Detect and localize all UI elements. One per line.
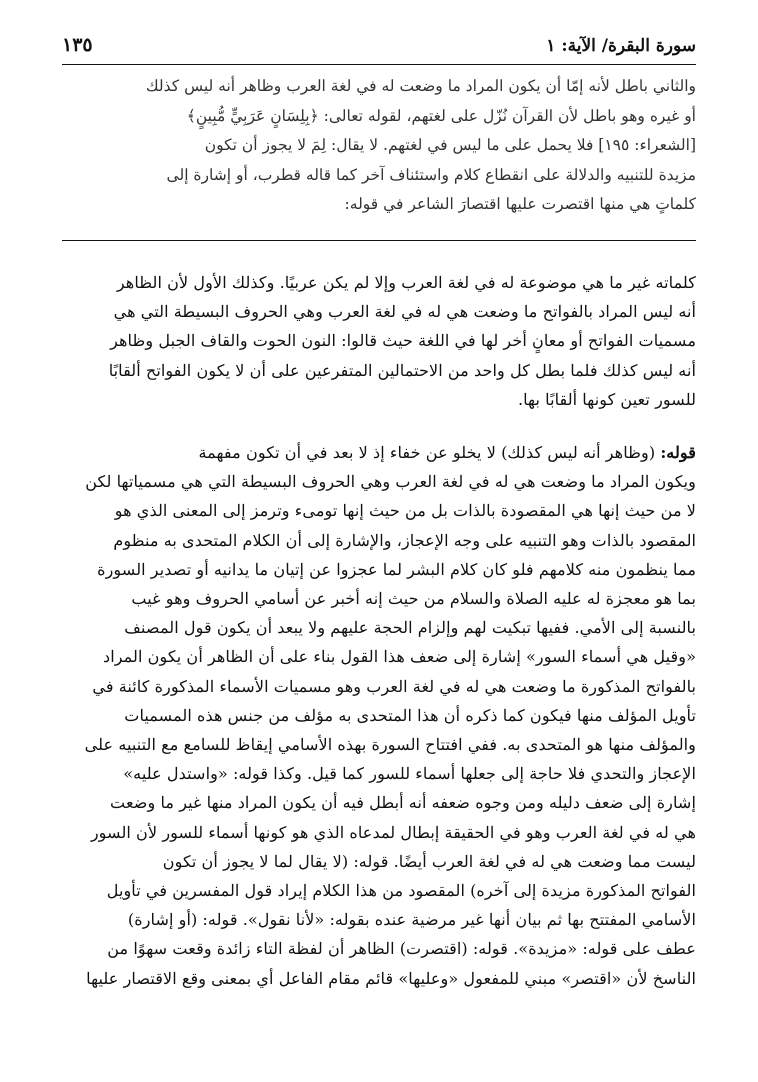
text-line: الفواتح المذكورة مزيدة إلى آخره) المقصود من هذا الكلام إيراد قول المفسرين في تأويل xyxy=(106,881,696,901)
text-line: عطف على قوله: «مزيدة». قوله: (اقتصرت) الظاهر أن لفظة التاء زائدة وقعت سهوًا من xyxy=(107,939,696,959)
matn-line: أو غيره وهو باطل لأن القرآن نُزّل على لغتهم، لقوله تعالى: ﴿بِلِسَانٍ عَرَبِيٍّ مُّبِينٍ﴾ xyxy=(186,106,696,125)
text-line-first xyxy=(62,438,696,467)
matn-line: [الشعراء: ١٩٥] فلا يحمل على ما ليس في لغتهم. لا يقال: لِمَ لا يجوز أن تكون xyxy=(204,136,696,154)
text-line: لا من حيث إنها هي المقصودة بالذات بل من حيث إنها تومىء وترمز إلى المعنى الذي هو xyxy=(114,501,696,521)
text-line: بالنسبة إلى الأمي. ففيها تبكيت لهم وإلزام الحجة عليهم ولا يبعد أن يكون قول المصنف xyxy=(124,618,696,638)
running-title: سورة البقرة/ الآية: ١ xyxy=(546,36,696,56)
text-line: ويكون المراد ما وضعت هي له في لغة العرب وهي الحروف البسيطة التي هي مسمياتها لكن xyxy=(85,472,696,492)
matn-line: كلماتٍ هي منها اقتصرت عليها اقتصارَ الشاعر في قوله: xyxy=(344,195,696,213)
text-line: «وقيل هي أسماء السور» إشارة إلى ضعف هذا القول بناء على أن الظاهر أن يكون المراد xyxy=(103,647,696,667)
commentary-paragraph-2 xyxy=(62,438,696,993)
text-line: مسميات الفواتح أو معانٍ أخر لها في اللغة حيث قالوا: النون الحوت والقاف الجبل وظاهر xyxy=(110,331,696,351)
text-line: أنه ليس كذلك فلما بطل كل واحد من الاحتمالين المتفرعين على أن لا يكون الفواتح ألقابًا xyxy=(108,360,696,380)
text-line: تأويل المؤلف منها فيكون كما ذكره أن هذا المتحدى به مؤلف من جنس هذه المسميات xyxy=(124,705,696,725)
text-line: للسور تعين كونها ألقابًا بها. xyxy=(517,389,696,409)
matn-line: مزيدة للتنبيه والدلالة على انقطاع كلام واستئناف آخر كما قاله قطرب، أو إشارة إلى xyxy=(166,165,696,184)
divider xyxy=(62,240,696,241)
text-line: إشارة إلى ضعف دليله ومن وجوه ضعفه أنه أبطل فيه أن يكون المراد منها غير ما وضعت xyxy=(110,793,696,813)
matn-line: والثاني باطل لأنه إمّا أن يكون المراد ما وضعت له في لغة العرب وظاهر أنه ليس كذلك xyxy=(145,77,696,95)
text-line: كلماته غير ما هي موضوعة له في لغة العرب وإلا لم يكن عربيًا. وكذلك الأول لأن الظاهر xyxy=(116,273,696,292)
text-line: والمؤلف منها هو المتحدى به. ففي افتتاح السورة بهذه الأسامي إيقاظ للسامع مع التنبيه على xyxy=(84,735,696,755)
text-line: الأسامي المفتتح بها ثم بيان أنها غير مرضية عنده بقوله: «لأنا نقول». قوله: (أو إشارة) xyxy=(127,910,696,930)
text-run: (وظاهر أنه ليس كذلك) لا يخلو عن خفاء إذ لا بعد في أن تكون مفهمة xyxy=(198,443,661,462)
text-line: الناسخ لأن «اقتصر» مبني للمفعول «وعليها» قائم مقام الفاعل أي بمعنى وقع الاقتصار عليها xyxy=(86,968,696,988)
text-line: المقصود بالذات وهو التنبيه على وجه الإعجاز، والإشارة إلى أن الكلام المتحدى به منظوم xyxy=(113,530,696,550)
text-line: هي له في لغة العرب وهو في الحقيقة إبطال لمدعاه الذي هو كونها أسماء للسور لأن السور xyxy=(90,822,696,842)
text-line: الإعجاز والتحدي فلا حاجة إلى جعلها أسماء للسور كما قيل. وكذا قوله: «واستدل عليه» xyxy=(123,764,696,784)
text-line: بالفواتح المذكورة ما وضعت هي له في لغة العرب وهو مسميات الأسماء المذكورة كائنة في xyxy=(92,676,696,696)
text-line: أنه ليس المراد بالفواتح ما وضعت هي له في لغة العرب وهي الحروف البسيطة التي هي xyxy=(113,302,696,322)
text-line: بما هو معجزة له عليه الصلاة والسلام من حيث إنه أخبر عن أسامي الحروف وهو غيب xyxy=(131,589,696,609)
commentary-paragraph-1 xyxy=(62,268,696,414)
page-number: ١٣٥ xyxy=(62,34,93,56)
text-line: ليست مما وضعت هي له في لغة العرب أيضًا. قوله: (لا يقال لما لا يجوز أن تكون xyxy=(162,851,696,871)
matn-block xyxy=(62,72,696,220)
qawluhu-label: قوله: xyxy=(660,443,696,462)
text-line: مما ينظمون منه كلامهم فلو كان كلام البشر لما عجزوا عن إتيان ما يدانيه أو تصدير السورة xyxy=(97,559,696,579)
page-header xyxy=(62,30,696,65)
